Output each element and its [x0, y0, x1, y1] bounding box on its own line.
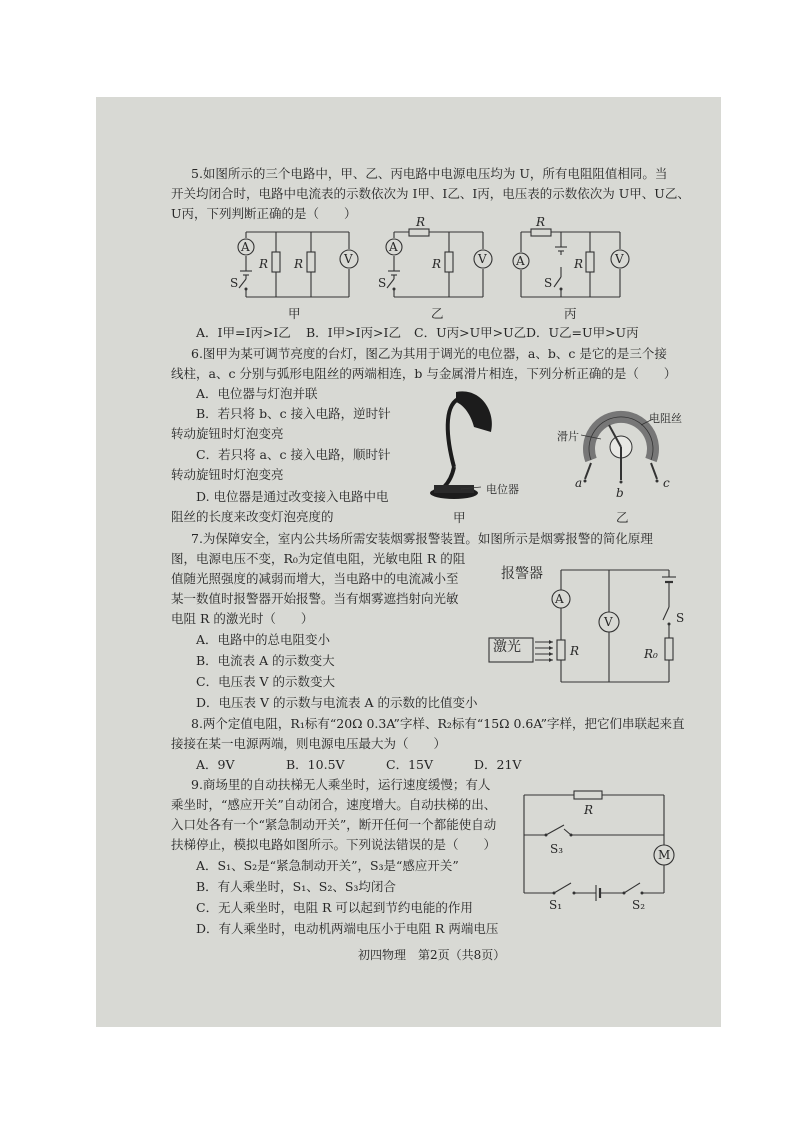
laser-label: 激光: [493, 639, 521, 655]
q5-option-d: D．U乙=U甲>U丙: [526, 325, 639, 340]
svg-text:S₃: S₃: [550, 842, 564, 856]
alarm-label: 报警器: [501, 566, 543, 582]
q8-line1: 8.两个定值电阻，R₁标有“20Ω 0.3A”字样、R₂标有“15Ω 0.6A”字样，把它们串联起来直: [191, 716, 685, 731]
svg-text:S: S: [230, 276, 239, 290]
svg-text:R₀: R₀: [644, 647, 658, 661]
q7-line2: 图，电源电压不变，R₀为定值电阻，光敏电阻 R 的阻: [171, 551, 466, 566]
svg-text:b: b: [616, 486, 624, 500]
svg-text:M: M: [658, 848, 671, 862]
q9-option-a: A．S₁、S₂是“紧急制动开关”，S₃是“感应开关”: [196, 858, 459, 873]
circuit-jia: [231, 227, 361, 307]
potentiometer-slider-label: 滑片: [557, 430, 579, 443]
svg-text:R: R: [584, 803, 594, 817]
q6-option-c-line1: C．若只将 a、c 接入电路，顺时针: [196, 447, 391, 462]
q6-option-b-line2: 转动旋钮时灯泡变亮: [171, 426, 284, 441]
svg-text:A: A: [516, 254, 525, 268]
q5-fig-label-yi: 乙: [431, 306, 444, 321]
escalator-circuit: [516, 787, 686, 917]
circuit-yi: [378, 215, 509, 307]
q8-option-a: A．9V: [196, 757, 235, 772]
q9-option-c: C．无人乘坐时，电阻 R 可以起到节约电能的作用: [196, 900, 473, 915]
svg-text:R: R: [570, 644, 580, 658]
q7-option-d: D．电压表 V 的示数与电流表 A 的示数的比值变小: [196, 695, 478, 710]
svg-text:V: V: [615, 252, 624, 266]
q5-line3: U丙，下列判断正确的是（ ）: [171, 206, 357, 221]
page-footer: 初四物理 第2页（共8页）: [358, 948, 506, 962]
q5-option-b: B．I甲>I丙>I乙: [306, 325, 401, 340]
svg-text:R: R: [294, 257, 304, 271]
circuit-bing: [516, 215, 651, 307]
svg-text:S₁: S₁: [549, 898, 563, 912]
svg-text:R: R: [259, 257, 269, 271]
svg-text:V: V: [344, 252, 353, 266]
exam-page: [96, 97, 721, 1027]
q7-option-c: C．电压表 V 的示数变大: [196, 674, 336, 689]
q7-option-b: B．电流表 A 的示数变大: [196, 653, 335, 668]
lamp-figure-label: 甲: [453, 510, 466, 525]
q9-option-b: B．有人乘坐时，S₁、S₂、S₃均闭合: [196, 879, 396, 894]
q6-option-d-line1: D. 电位器是通过改变接入电路中电: [196, 489, 389, 504]
svg-text:R: R: [536, 215, 546, 229]
svg-text:S₂: S₂: [632, 898, 646, 912]
q8-line2: 接接在某一电源两端，则电源电压最大为（ ）: [171, 736, 447, 751]
q8-option-c: C．15V: [386, 757, 433, 772]
q5-option-c: C．U丙>U甲>U乙: [414, 325, 527, 340]
svg-text:A: A: [555, 592, 564, 606]
q5-option-a: A．I甲=I丙>I乙: [196, 325, 291, 340]
svg-text:A: A: [389, 240, 398, 254]
potentiometer-wire-label: 电阻丝: [649, 412, 682, 425]
q5-fig-label-jia: 甲: [288, 306, 301, 321]
svg-text:A: A: [241, 240, 250, 254]
svg-text:c: c: [663, 476, 670, 490]
svg-text:V: V: [604, 615, 613, 629]
q6-option-c-line2: 转动旋钮时灯泡变亮: [171, 467, 284, 482]
q8-option-d: D．21V: [474, 757, 522, 772]
q6-option-b-line1: B．若只将 b、c 接入电路，逆时针: [196, 406, 391, 421]
svg-text:a: a: [575, 476, 583, 490]
q7-line1: 7.为保障安全，室内公共场所需安装烟雾报警装置。如图所示是烟雾报警的简化原理: [191, 531, 653, 546]
q6-line1: 6.图甲为某可调节亮度的台灯，图乙为其用于调光的电位器，a、b、c 是它的是三个接: [191, 346, 667, 361]
q9-line4: 扶梯停止，模拟电路如图所示。下列说法错误的是（ ）: [171, 837, 497, 852]
q6-option-d-line2: 阻丝的长度来改变灯泡亮度的: [171, 509, 334, 524]
q9-option-d: D．有人乘坐时，电动机两端电压小于电阻 R 两端电压: [196, 921, 499, 936]
q9-line3: 入口处各有一个“紧急制动开关”，断开任何一个都能使自动: [171, 817, 497, 832]
q5-line2: 开关均闭合时，电路中电流表的示数依次为 I甲、I乙、I丙，电压表的示数依次为 U甲、U乙、: [171, 186, 690, 201]
q7-line3: 值随光照强度的减弱而增大，当电路中的电流减小至: [171, 571, 459, 586]
q9-line2: 乘坐时，“感应开关”自动闭合，速度增大。自动扶梯的出、: [171, 797, 497, 812]
q8-option-b: B．10.5V: [286, 757, 345, 772]
q6-option-a: A．电位器与灯泡并联: [196, 386, 318, 401]
q7-line4: 某一数值时报警器开始报警。当有烟雾遮挡射向光敏: [171, 591, 459, 606]
svg-text:R: R: [416, 215, 426, 229]
svg-text:S: S: [676, 611, 685, 625]
q6-line2: 线柱，a、c 分别与弧形电阻丝的两端相连，b 与金属滑片相连，下列分析正确的是（ ）: [171, 366, 677, 381]
q5-fig-label-bing: 丙: [564, 306, 577, 321]
svg-text:R: R: [432, 257, 442, 271]
lamp-potentiometer-label: 电位器: [486, 483, 519, 496]
svg-text:R: R: [574, 257, 584, 271]
q7-option-a: A．电路中的总电阻变小: [196, 632, 331, 647]
svg-text:S: S: [378, 276, 387, 290]
q7-line5: 电阻 R 的激光时（ ）: [171, 611, 314, 626]
svg-text:V: V: [478, 252, 487, 266]
q9-line1: 9.商场里的自动扶梯无人乘坐时，运行速度缓慢；有人: [191, 777, 491, 792]
potentiometer-figure-label: 乙: [616, 510, 629, 525]
q5-line1: 5.如图所示的三个电路中，甲、乙、丙电路中电源电压均为 U，所有电阻阻值相同。当: [191, 166, 668, 181]
svg-text:S: S: [544, 276, 553, 290]
